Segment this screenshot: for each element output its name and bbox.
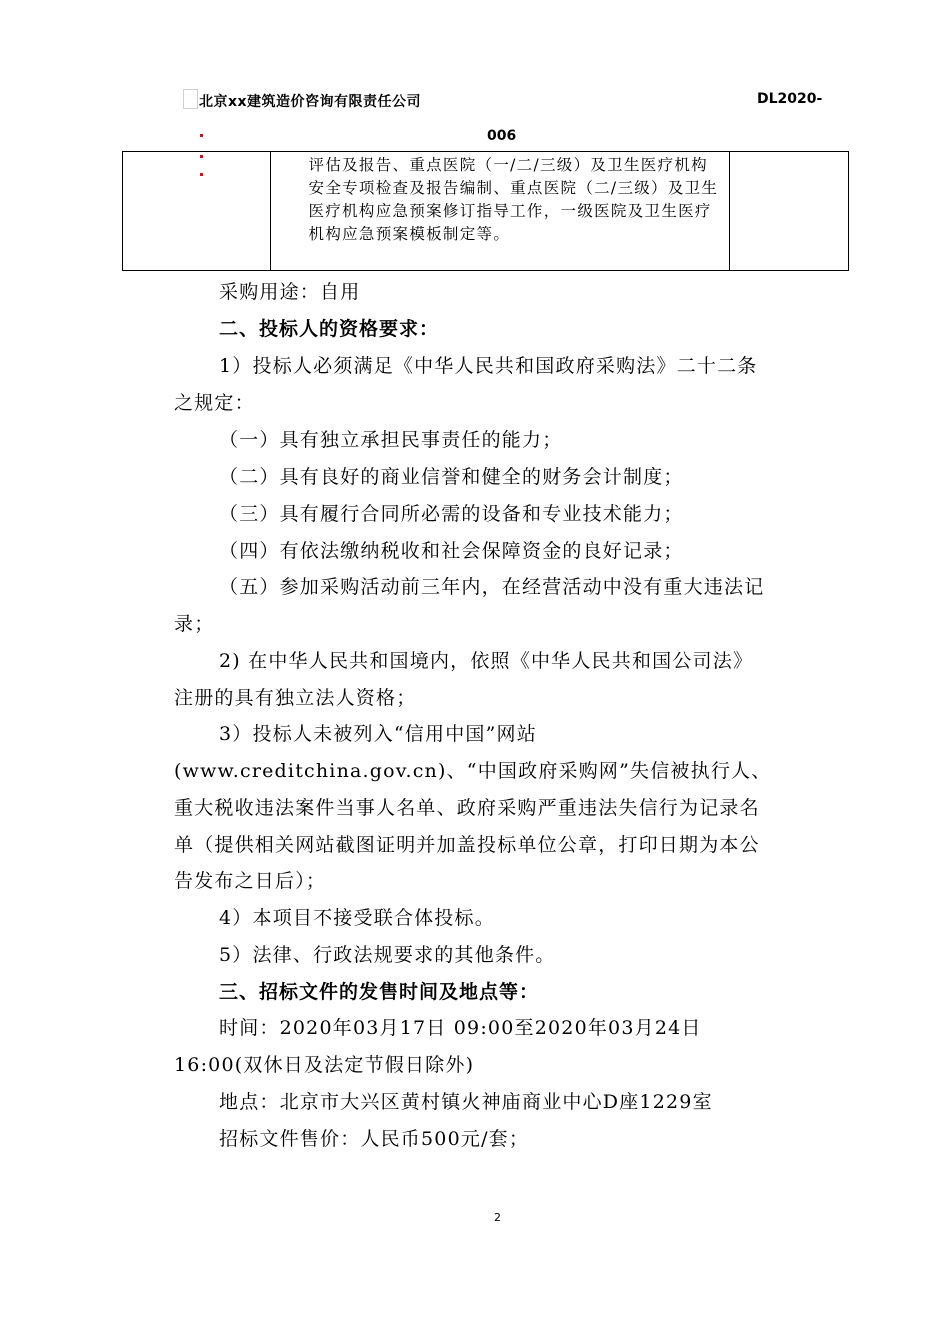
header-marker-box (183, 89, 198, 109)
sub3: （三）具有履行合同所必需的设备和专业技术能力； (219, 503, 684, 525)
table-cell-empty-left (123, 152, 271, 271)
section2-title: 二、投标人的资格要求： (219, 318, 440, 340)
req3-line-b: (www.creditchina.gov.cn)、“中国政府采购网”失信被执行人、 (174, 760, 772, 782)
sub5-line-a: （五）参加采购活动前三年内，在经营活动中没有重大违法记 (219, 576, 765, 598)
sub5-line-b: 录； (174, 613, 215, 635)
header-doc-code-cont: 006 (487, 128, 517, 144)
time-line-a: 时间：2020年03月17日 09:00至2020年03月24日 (219, 1017, 702, 1039)
header-company: 北京xx建筑造价咨询有限责任公司 (199, 94, 422, 110)
marker-dot (200, 155, 203, 158)
price-line: 招标文件售价：人民币500元/套； (219, 1128, 530, 1150)
sub1: （一）具有独立承担民事责任的能力； (219, 429, 563, 451)
req1-line-b: 之规定： (174, 392, 255, 414)
project-table (122, 151, 849, 271)
sub4: （四）有依法缴纳税收和社会保障资金的良好记录； (219, 540, 684, 562)
marker-dot (200, 134, 203, 137)
req5: 5）法律、行政法规要求的其他条件。 (219, 944, 556, 966)
req1-line-a: 1）投标人必须满足《中华人民共和国政府采购法》二十二条 (219, 355, 758, 377)
place-line: 地点：北京市大兴区黄村镇火神庙商业中心D座1229室 (219, 1091, 713, 1113)
header-doc-code: DL2020- (757, 91, 823, 107)
req3-line-c: 重大税收违法案件当事人名单、政府采购严重违法失信行为记录名 (174, 797, 760, 819)
page-number: 2 (494, 1211, 501, 1224)
table-cell-content (270, 152, 730, 271)
table-cell-text: 评估及报告、重点医院（一/二/三级）及卫生医疗机构安全专项检查及报告编制、重点医院（二/三级）及卫生医疗机构应急预案修订指导工作，一级医院及卫生医疗机构应急预案模板制定等。 (308, 156, 719, 243)
purpose-line: 采购用途：自用 (219, 281, 361, 303)
section3-title: 三、招标文件的发售时间及地点等： (219, 981, 540, 1003)
req4: 4）本项目不接受联合体投标。 (219, 907, 495, 929)
req2-line-a: 2) 在中华人民共和国境内，依照《中华人民共和国公司法》 (219, 650, 754, 672)
req3-line-a: 3）投标人未被列入“信用中国”网站 (219, 723, 537, 745)
req3-line-e: 告发布之日后）； (174, 870, 327, 892)
table-cell-empty-right (730, 152, 849, 271)
req2-line-b: 注册的具有独立法人资格； (174, 687, 417, 709)
time-line-b: 16:00(双休日及法定节假日除外) (174, 1054, 475, 1076)
marker-dot (200, 173, 203, 176)
sub2: （二）具有良好的商业信誉和健全的财务会计制度； (219, 466, 684, 488)
req3-line-d: 单（提供相关网站截图证明并加盖投标单位公章，打印日期为本公 (174, 834, 760, 856)
